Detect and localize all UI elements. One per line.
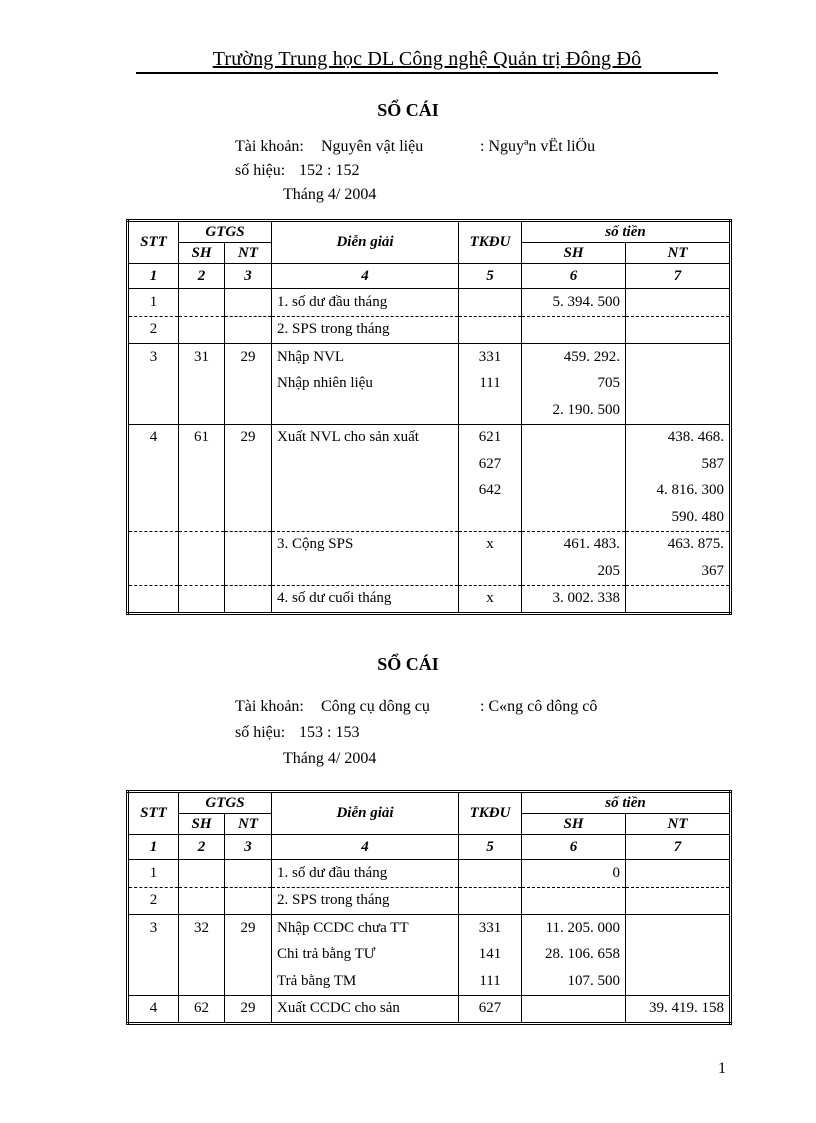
gtgs-sh-cell xyxy=(179,558,225,585)
table-row xyxy=(128,887,731,915)
header-so-tien: số tiền xyxy=(522,792,731,814)
table-row xyxy=(128,478,731,505)
ledger-2-title: SỔ CÁI xyxy=(377,654,439,674)
gtgs-nt-cell xyxy=(225,558,272,585)
tkdu-cell: x xyxy=(459,585,522,614)
gtgs-nt-cell xyxy=(225,968,272,995)
money-nt-cell xyxy=(626,397,731,424)
gtgs-nt-cell xyxy=(225,504,272,531)
gtgs-nt-cell xyxy=(225,289,272,317)
gtgs-sh-cell: 32 xyxy=(179,915,225,942)
header-money-sh: SH xyxy=(522,243,626,264)
column-number: 5 xyxy=(459,264,522,289)
money-sh-cell: 705 xyxy=(522,371,626,398)
column-number: 6 xyxy=(522,264,626,289)
table-row xyxy=(128,504,731,531)
tkdu-cell: 621 xyxy=(459,424,522,451)
tkdu-cell xyxy=(459,397,522,424)
page-header: Trường Trung học DL Công nghệ Quản trị Đông Đô xyxy=(212,48,642,70)
gtgs-nt-cell xyxy=(225,478,272,505)
ledger-2-code-label: số hiệu: xyxy=(235,724,286,741)
header-gtgs-sh: SH xyxy=(179,243,225,264)
stt-cell xyxy=(128,478,179,505)
money-nt-cell: 587 xyxy=(626,451,731,478)
ledger-1-account-alias: : Nguyªn vËt liÖu xyxy=(480,138,596,155)
column-number: 2 xyxy=(179,835,225,860)
tkdu-cell: 141 xyxy=(459,942,522,969)
money-nt-cell: 463. 875. xyxy=(626,531,731,558)
stt-cell xyxy=(128,504,179,531)
dien-giai-cell: 1. số dư đầu tháng xyxy=(272,860,459,888)
money-nt-cell: 4. 816. 300 xyxy=(626,478,731,505)
money-nt-cell xyxy=(626,860,731,888)
money-sh-cell xyxy=(522,995,626,1024)
stt-cell: 1 xyxy=(128,860,179,888)
dien-giai-cell xyxy=(272,558,459,585)
column-number: 3 xyxy=(225,264,272,289)
table-row xyxy=(128,316,731,344)
tkdu-cell xyxy=(459,887,522,915)
tkdu-cell: x xyxy=(459,531,522,558)
tkdu-cell xyxy=(459,558,522,585)
money-sh-cell: 107. 500 xyxy=(522,968,626,995)
gtgs-sh-cell xyxy=(179,504,225,531)
money-sh-cell: 0 xyxy=(522,860,626,888)
dien-giai-cell: Xuất CCDC cho sản xyxy=(272,995,459,1024)
money-sh-cell xyxy=(522,451,626,478)
ledger-1-table xyxy=(126,219,732,615)
column-number: 1 xyxy=(128,835,179,860)
money-sh-cell: 2. 190. 500 xyxy=(522,397,626,424)
header-stt: STT xyxy=(128,792,179,835)
stt-cell: 4 xyxy=(128,995,179,1024)
gtgs-nt-cell xyxy=(225,860,272,888)
gtgs-nt-cell xyxy=(225,942,272,969)
stt-cell: 3 xyxy=(128,344,179,371)
money-sh-cell xyxy=(522,504,626,531)
header-so-tien: số tiền xyxy=(522,221,731,243)
gtgs-sh-cell xyxy=(179,585,225,614)
gtgs-nt-cell xyxy=(225,585,272,614)
table-row xyxy=(128,860,731,888)
table-row xyxy=(128,942,731,969)
ledger-2-table xyxy=(126,790,732,1025)
table-row xyxy=(128,531,731,558)
ledger-2-month: Tháng 4/ 2004 xyxy=(283,750,377,767)
gtgs-sh-cell xyxy=(179,478,225,505)
ledger-2-code: 153 : 153 xyxy=(299,724,360,741)
table-row xyxy=(128,371,731,398)
header-gtgs-sh: SH xyxy=(179,814,225,835)
gtgs-sh-cell xyxy=(179,397,225,424)
tkdu-cell: 627 xyxy=(459,451,522,478)
tkdu-cell xyxy=(459,860,522,888)
ledger-2-account-alias: : C«ng cô dông cô xyxy=(480,698,598,715)
gtgs-sh-cell: 31 xyxy=(179,344,225,371)
money-sh-cell xyxy=(522,887,626,915)
tkdu-cell xyxy=(459,316,522,344)
column-number: 4 xyxy=(272,264,459,289)
stt-cell: 1 xyxy=(128,289,179,317)
table-row xyxy=(128,424,731,451)
dien-giai-cell: 4. số dư cuối tháng xyxy=(272,585,459,614)
stt-cell xyxy=(128,968,179,995)
table-row xyxy=(128,451,731,478)
gtgs-nt-cell: 29 xyxy=(225,424,272,451)
money-nt-cell: 367 xyxy=(626,558,731,585)
header-tkdu: TKĐU xyxy=(459,792,522,835)
dien-giai-cell: 2. SPS trong tháng xyxy=(272,316,459,344)
money-nt-cell xyxy=(626,316,731,344)
stt-cell xyxy=(128,397,179,424)
header-gtgs-nt: NT xyxy=(225,814,272,835)
gtgs-nt-cell xyxy=(225,451,272,478)
gtgs-sh-cell xyxy=(179,968,225,995)
money-nt-cell xyxy=(626,942,731,969)
column-number: 7 xyxy=(626,835,731,860)
column-number: 6 xyxy=(522,835,626,860)
header-dien-giai: Diễn giải xyxy=(272,221,459,264)
dien-giai-cell: Trả bằng TM xyxy=(272,968,459,995)
table-row xyxy=(128,344,731,371)
table-row xyxy=(128,915,731,942)
money-nt-cell: 39. 419. 158 xyxy=(626,995,731,1024)
dien-giai-cell: 1. số dư đầu tháng xyxy=(272,289,459,317)
gtgs-nt-cell xyxy=(225,371,272,398)
header-tkdu: TKĐU xyxy=(459,221,522,264)
tkdu-cell: 331 xyxy=(459,915,522,942)
stt-cell xyxy=(128,531,179,558)
dien-giai-cell: Nhập CCDC chưa TT xyxy=(272,915,459,942)
money-sh-cell xyxy=(522,316,626,344)
money-nt-cell xyxy=(626,887,731,915)
header-gtgs: GTGS xyxy=(179,221,272,243)
header-dien-giai: Diễn giải xyxy=(272,792,459,835)
header-money-nt: NT xyxy=(626,243,731,264)
money-sh-cell: 205 xyxy=(522,558,626,585)
ledger-2-account-name: Công cụ dông cụ xyxy=(321,698,430,715)
gtgs-sh-cell: 61 xyxy=(179,424,225,451)
money-nt-cell xyxy=(626,968,731,995)
money-nt-cell xyxy=(626,344,731,371)
tkdu-cell: 111 xyxy=(459,968,522,995)
money-nt-cell xyxy=(626,585,731,614)
dien-giai-cell: Nhập NVL xyxy=(272,344,459,371)
page-number: 1 xyxy=(718,1060,726,1077)
column-number: 2 xyxy=(179,264,225,289)
gtgs-nt-cell: 29 xyxy=(225,995,272,1024)
money-nt-cell xyxy=(626,289,731,317)
gtgs-sh-cell xyxy=(179,860,225,888)
stt-cell: 4 xyxy=(128,424,179,451)
money-nt-cell xyxy=(626,915,731,942)
money-nt-cell: 590. 480 xyxy=(626,504,731,531)
money-sh-cell: 11. 205. 000 xyxy=(522,915,626,942)
money-sh-cell: 459. 292. xyxy=(522,344,626,371)
gtgs-nt-cell: 29 xyxy=(225,344,272,371)
gtgs-sh-cell xyxy=(179,316,225,344)
ledger-1-code-label: số hiệu: xyxy=(235,162,286,179)
ledger-1-code: 152 : 152 xyxy=(299,162,360,179)
tkdu-cell xyxy=(459,504,522,531)
header-money-sh: SH xyxy=(522,814,626,835)
dien-giai-cell: Nhập nhiên liệu xyxy=(272,371,459,398)
ledger-2-account-label: Tài khoản: xyxy=(235,698,304,715)
gtgs-nt-cell xyxy=(225,316,272,344)
stt-cell: 2 xyxy=(128,887,179,915)
header-gtgs-nt: NT xyxy=(225,243,272,264)
gtgs-sh-cell xyxy=(179,451,225,478)
gtgs-nt-cell: 29 xyxy=(225,915,272,942)
gtgs-nt-cell xyxy=(225,397,272,424)
stt-cell xyxy=(128,371,179,398)
tkdu-cell: 111 xyxy=(459,371,522,398)
gtgs-sh-cell xyxy=(179,942,225,969)
table-row xyxy=(128,995,731,1024)
table-row xyxy=(128,397,731,424)
tkdu-cell: 627 xyxy=(459,995,522,1024)
gtgs-sh-cell xyxy=(179,531,225,558)
dien-giai-cell xyxy=(272,478,459,505)
dien-giai-cell xyxy=(272,397,459,424)
column-number: 5 xyxy=(459,835,522,860)
money-nt-cell: 438. 468. xyxy=(626,424,731,451)
column-number: 1 xyxy=(128,264,179,289)
gtgs-sh-cell xyxy=(179,289,225,317)
money-sh-cell: 28. 106. 658 xyxy=(522,942,626,969)
header-money-nt: NT xyxy=(626,814,731,835)
dien-giai-cell: Chi trả bằng TƯ xyxy=(272,942,459,969)
money-sh-cell: 3. 002. 338 xyxy=(522,585,626,614)
tkdu-cell: 642 xyxy=(459,478,522,505)
ledger-1-month: Tháng 4/ 2004 xyxy=(283,186,377,203)
money-sh-cell: 5. 394. 500 xyxy=(522,289,626,317)
stt-cell: 3 xyxy=(128,915,179,942)
stt-cell: 2 xyxy=(128,316,179,344)
dien-giai-cell: 2. SPS trong tháng xyxy=(272,887,459,915)
dien-giai-cell xyxy=(272,451,459,478)
table-row xyxy=(128,585,731,614)
header-gtgs: GTGS xyxy=(179,792,272,814)
money-nt-cell xyxy=(626,371,731,398)
column-number: 4 xyxy=(272,835,459,860)
tkdu-cell xyxy=(459,289,522,317)
header-stt: STT xyxy=(128,221,179,264)
dien-giai-cell: Xuất NVL cho sản xuất xyxy=(272,424,459,451)
gtgs-sh-cell xyxy=(179,887,225,915)
gtgs-sh-cell xyxy=(179,371,225,398)
table-row xyxy=(128,289,731,317)
stt-cell xyxy=(128,585,179,614)
tkdu-cell: 331 xyxy=(459,344,522,371)
dien-giai-cell xyxy=(272,504,459,531)
header-underline xyxy=(136,72,718,74)
column-number: 7 xyxy=(626,264,731,289)
column-number: 3 xyxy=(225,835,272,860)
gtgs-nt-cell xyxy=(225,887,272,915)
stt-cell xyxy=(128,558,179,585)
ledger-1-account-label: Tài khoản: xyxy=(235,138,304,155)
ledger-1-account-name: Nguyên vật liệu xyxy=(321,138,424,155)
table-row xyxy=(128,558,731,585)
gtgs-sh-cell: 62 xyxy=(179,995,225,1024)
stt-cell xyxy=(128,942,179,969)
money-sh-cell xyxy=(522,478,626,505)
ledger-1-title: SỔ CÁI xyxy=(377,100,439,120)
gtgs-nt-cell xyxy=(225,531,272,558)
stt-cell xyxy=(128,451,179,478)
money-sh-cell: 461. 483. xyxy=(522,531,626,558)
money-sh-cell xyxy=(522,424,626,451)
table-row xyxy=(128,968,731,995)
dien-giai-cell: 3. Cộng SPS xyxy=(272,531,459,558)
